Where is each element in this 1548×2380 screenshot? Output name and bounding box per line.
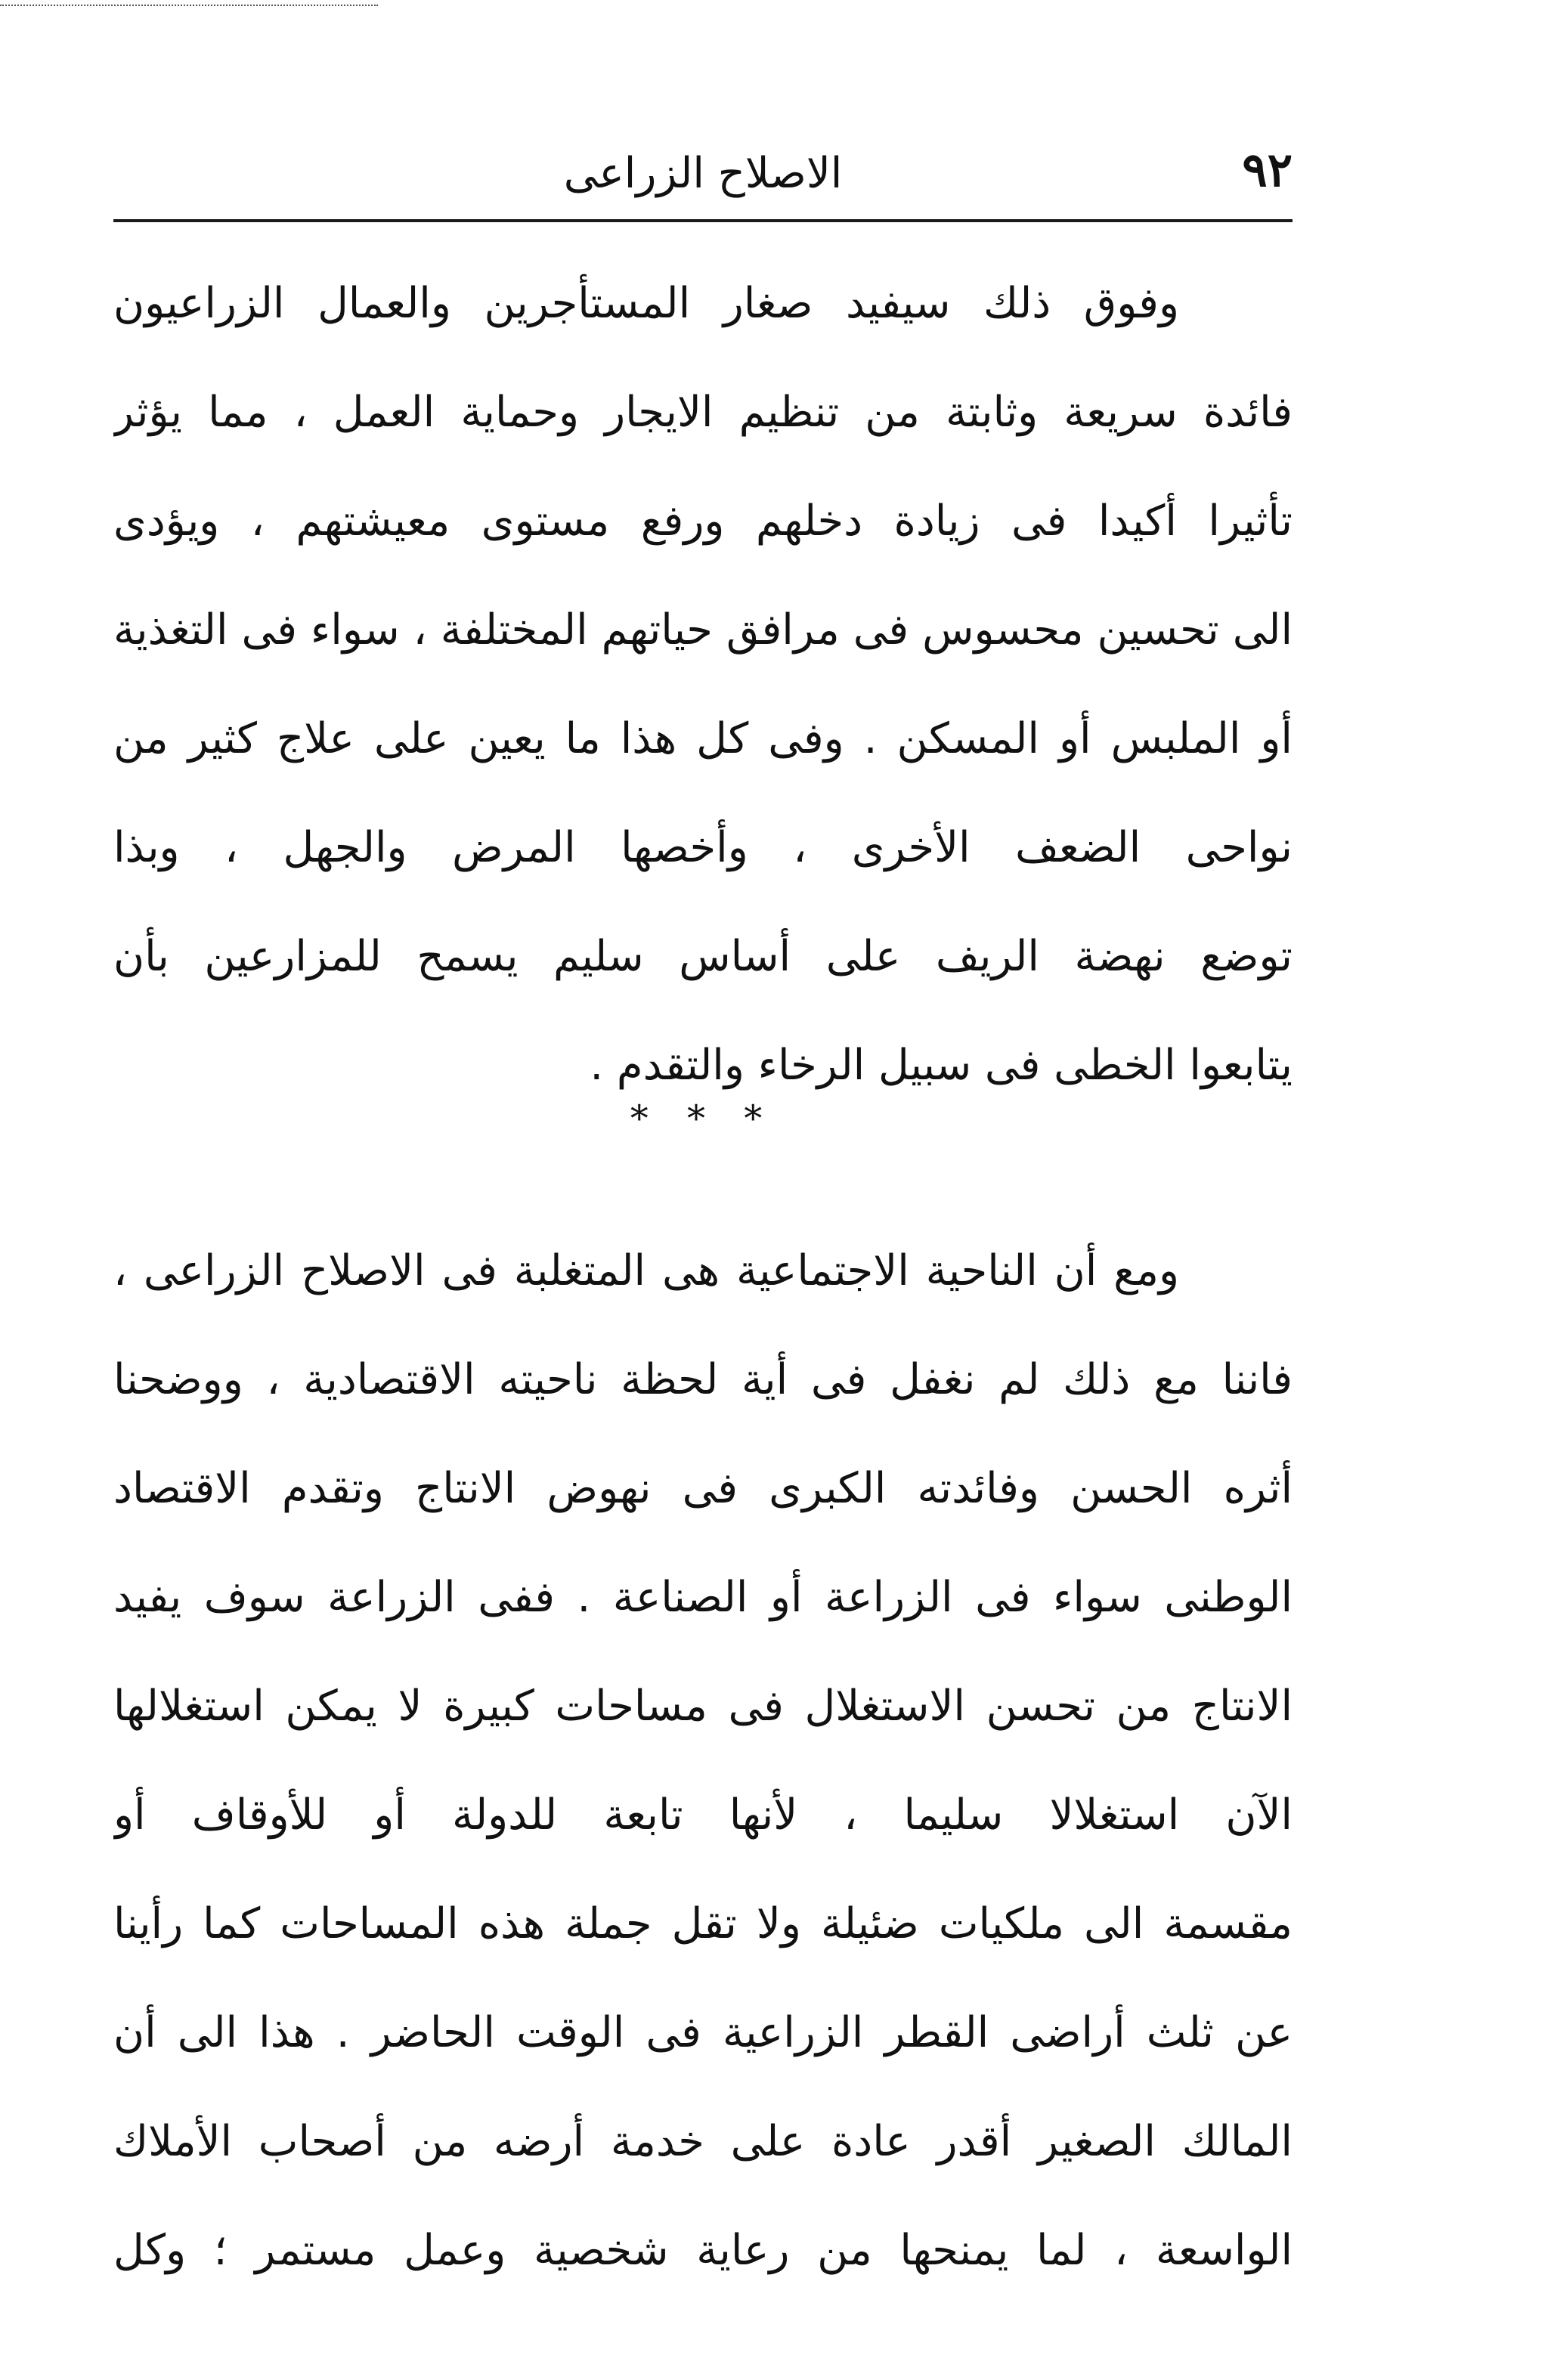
text-line: فاننا مع ذلك لم نغفل فى أية لحظة ناحيته الاقتصادية ، ووضحنا <box>113 1355 1293 1404</box>
text-line: ومع أن الناحية الاجتماعية هى المتغلبة فى الاصلاح الزراعى ، <box>113 1246 1179 1295</box>
text-line: وفوق ذلك سيفيد صغار المستأجرين والعمال الزراعيون <box>113 279 1179 328</box>
paragraph-1 <box>113 249 1293 1120</box>
text-line: فائدة سريعة وثابتة من تنظيم الايجار وحماية العمل ، مما يؤثر <box>113 388 1293 437</box>
scan-edge-mark <box>0 0 378 6</box>
running-title: الاصلاح الزراعى <box>563 149 843 198</box>
text-line: مقسمة الى ملكيات ضئيلة ولا تقل جملة هذه المساحات كما رأينا <box>113 1899 1293 1948</box>
text-line: الواسعة ، لما يمنحها من رعاية شخصية وعمل مستمر ؛ وكل <box>113 2226 1293 2275</box>
paragraph-2 <box>113 1217 1293 2305</box>
text-line: أو الملبس أو المسكن . وفى كل هذا ما يعين على علاج كثير من <box>113 714 1293 763</box>
text-line: نواحى الضعف الأخرى ، وأخصها المرض والجهل ، وبذا <box>113 823 1293 872</box>
text-line: يتابعوا الخطى فى سبيل الرخاء والتقدم . <box>590 1041 1293 1090</box>
page-number: ٩٢ <box>1242 142 1293 197</box>
running-header <box>113 128 1293 222</box>
text-line: توضع نهضة الريف على أساس سليم يسمح للمزارعين بأن <box>113 932 1293 981</box>
text-line: أثره الحسن وفائدته الكبرى فى نهوض الانتاج وتقدم الاقتصاد <box>113 1464 1293 1513</box>
text-line: الى تحسين محسوس فى مرافق حياتهم المختلفة ، سواء فى التغذية <box>113 605 1293 655</box>
text-line: الآن استغلالا سليما ، لأنها تابعة للدولة أو للأوقاف أو <box>113 1790 1293 1840</box>
text-line: الانتاج من تحسن الاستغلال فى مساحات كبيرة لا يمكن استغلالها <box>113 1682 1293 1731</box>
text-line: تأثيرا أكيدا فى زيادة دخلهم ورفع مستوى معيشتهم ، ويؤدى <box>113 497 1293 546</box>
section-separator: * * * <box>630 1097 776 1140</box>
text-line: المالك الصغير أقدر عادة على خدمة أرضه من أصحاب الأملاك <box>113 2117 1293 2166</box>
text-line: الوطنى سواء فى الزراعة أو الصناعة . ففى الزراعة سوف يفيد <box>113 1573 1293 1622</box>
text-line: عن ثلث أراضى القطر الزراعية فى الوقت الحاضر . هذا الى أن <box>113 2008 1293 2057</box>
